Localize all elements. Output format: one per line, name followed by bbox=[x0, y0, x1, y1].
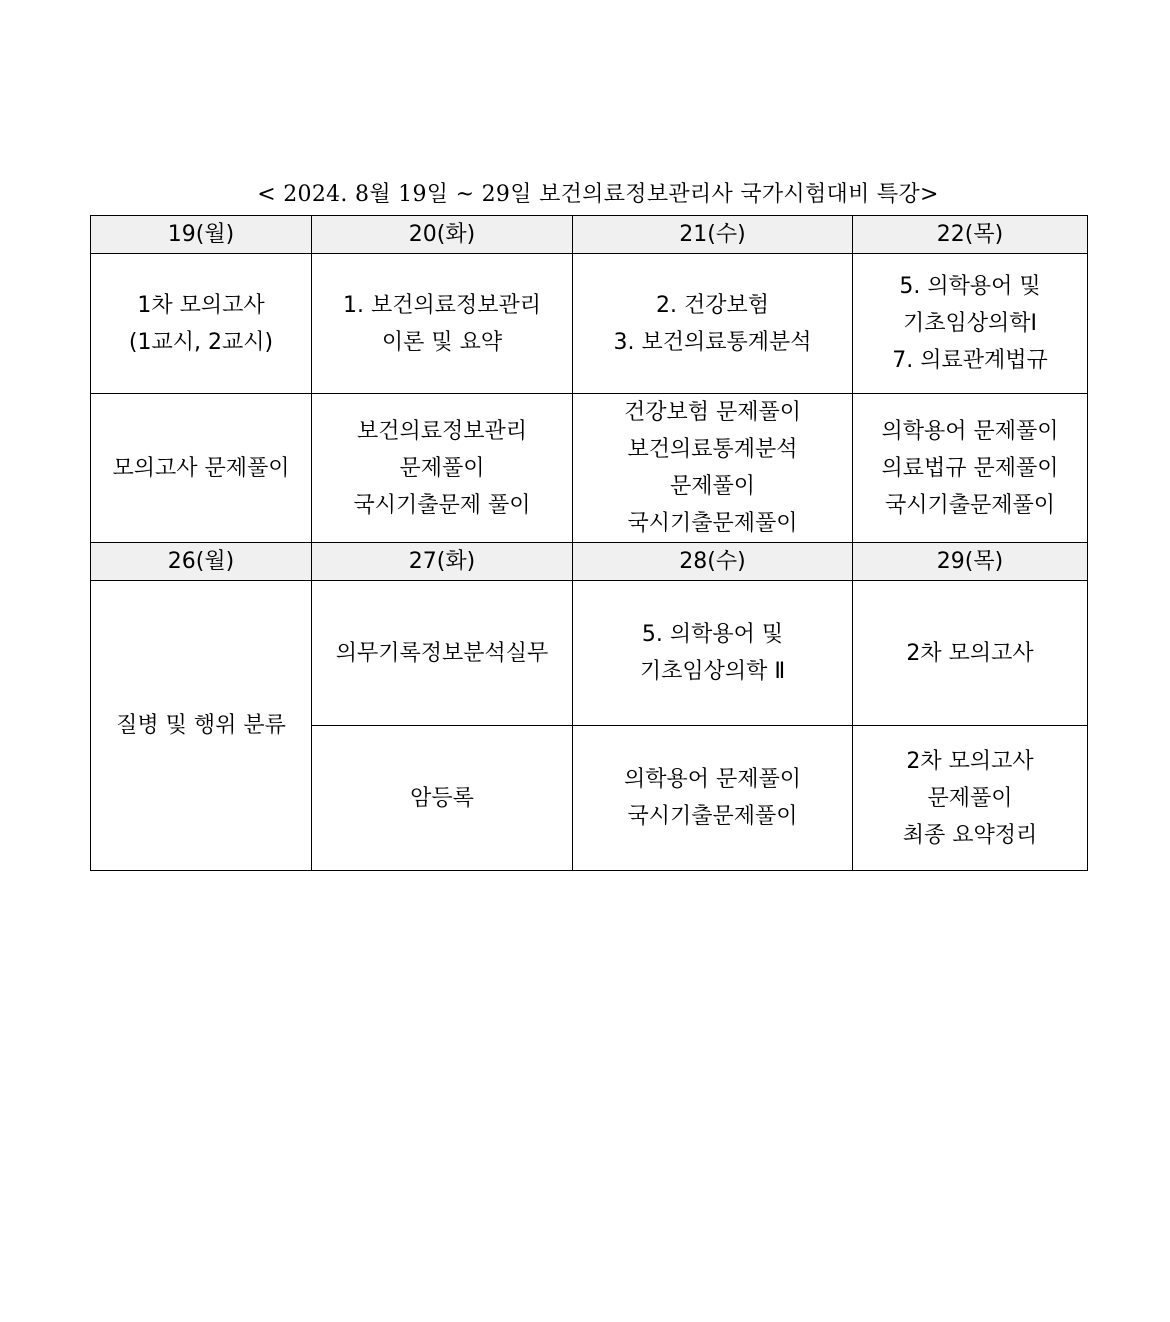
cell-26-merged bbox=[91, 581, 312, 871]
cell-29-lecture bbox=[853, 581, 1088, 726]
cell-line: 의무기록정보분석실무 bbox=[335, 640, 549, 666]
cell-line: 국시기출문제 풀이 bbox=[353, 492, 531, 518]
cell-line: 문제풀이 bbox=[399, 455, 485, 481]
cell-line: 문제풀이 bbox=[927, 785, 1013, 811]
cell-21-practice bbox=[573, 394, 853, 543]
cell-20-lecture bbox=[312, 254, 573, 394]
cell-19-lecture bbox=[91, 254, 312, 394]
cell-line: 문제풀이 bbox=[669, 474, 755, 499]
cell-line: (1교시, 2교시) bbox=[128, 329, 274, 355]
header-29-thu: 29(목) bbox=[853, 543, 1088, 581]
cell-line: 기초임상의학Ⅰ bbox=[902, 311, 1037, 336]
cell-line: 3. 보건의료통계분석 bbox=[613, 329, 812, 355]
cell-line: 질병 및 행위 분류 bbox=[116, 713, 286, 738]
cell-line: 최종 요약정리 bbox=[902, 822, 1038, 848]
cell-22-practice bbox=[853, 394, 1088, 543]
week2-header-row bbox=[91, 543, 1088, 581]
header-27-tue: 27(화) bbox=[312, 543, 573, 581]
cell-line: 국시기출문제풀이 bbox=[627, 511, 798, 536]
cell-line: 보건의료통계분석 bbox=[627, 437, 798, 462]
cell-29-practice bbox=[853, 726, 1088, 871]
cell-line: 국시기출문제풀이 bbox=[627, 804, 798, 829]
cell-28-lecture bbox=[573, 581, 853, 726]
cell-line: 보건의료정보관리 bbox=[356, 418, 528, 444]
cell-28-practice bbox=[573, 726, 853, 871]
cell-20-practice bbox=[312, 394, 573, 543]
cell-line: 2. 건강보험 bbox=[656, 292, 769, 318]
cell-line: 5. 의학용어 및 bbox=[641, 622, 784, 647]
schedule-title: < 2024. 8월 19일 ~ 29일 보건의료정보관리사 국가시험대비 특강> bbox=[257, 182, 939, 207]
cell-line: 5. 의학용어 및 bbox=[899, 274, 1041, 299]
cell-line: 2차 모의고사 bbox=[906, 748, 1034, 774]
cell-line: 국시기출문제풀이 bbox=[884, 492, 1056, 518]
cell-line: 1. 보건의료정보관리 bbox=[343, 292, 541, 318]
cell-27-lecture bbox=[312, 581, 573, 726]
cell-21-lecture bbox=[573, 254, 853, 394]
cell-line: 이론 및 요약 bbox=[381, 329, 503, 355]
cell-line: 의료법규 문제풀이 bbox=[881, 455, 1059, 481]
lecture-schedule-table bbox=[90, 215, 1088, 871]
cell-19-practice bbox=[91, 394, 312, 543]
cell-line: 건강보험 문제풀이 bbox=[623, 400, 801, 425]
header-20-tue: 20(화) bbox=[312, 216, 573, 254]
header-21-wed: 21(수) bbox=[573, 216, 853, 254]
week1-lecture-row bbox=[91, 254, 1088, 394]
cell-line: 의학용어 문제풀이 bbox=[881, 418, 1059, 444]
cell-line: 의학용어 문제풀이 bbox=[623, 767, 801, 792]
cell-line: 암등록 bbox=[410, 785, 474, 811]
header-22-thu: 22(목) bbox=[853, 216, 1088, 254]
cell-line: 2차 모의고사 bbox=[906, 640, 1034, 666]
week1-header-row bbox=[91, 216, 1088, 254]
week1-practice-row bbox=[91, 394, 1088, 543]
header-28-wed: 28(수) bbox=[573, 543, 853, 581]
cell-line: 모의고사 문제풀이 bbox=[112, 455, 290, 481]
header-26-mon: 26(월) bbox=[91, 543, 312, 581]
cell-line: 1차 모의고사 bbox=[137, 292, 265, 318]
cell-line: 기초임상의학 Ⅱ bbox=[639, 659, 786, 684]
cell-22-lecture bbox=[853, 254, 1088, 394]
header-19-mon: 19(월) bbox=[91, 216, 312, 254]
cell-line: 7. 의료관계법규 bbox=[892, 348, 1048, 373]
week2-lecture-row bbox=[91, 581, 1088, 726]
cell-27-practice bbox=[312, 726, 573, 871]
